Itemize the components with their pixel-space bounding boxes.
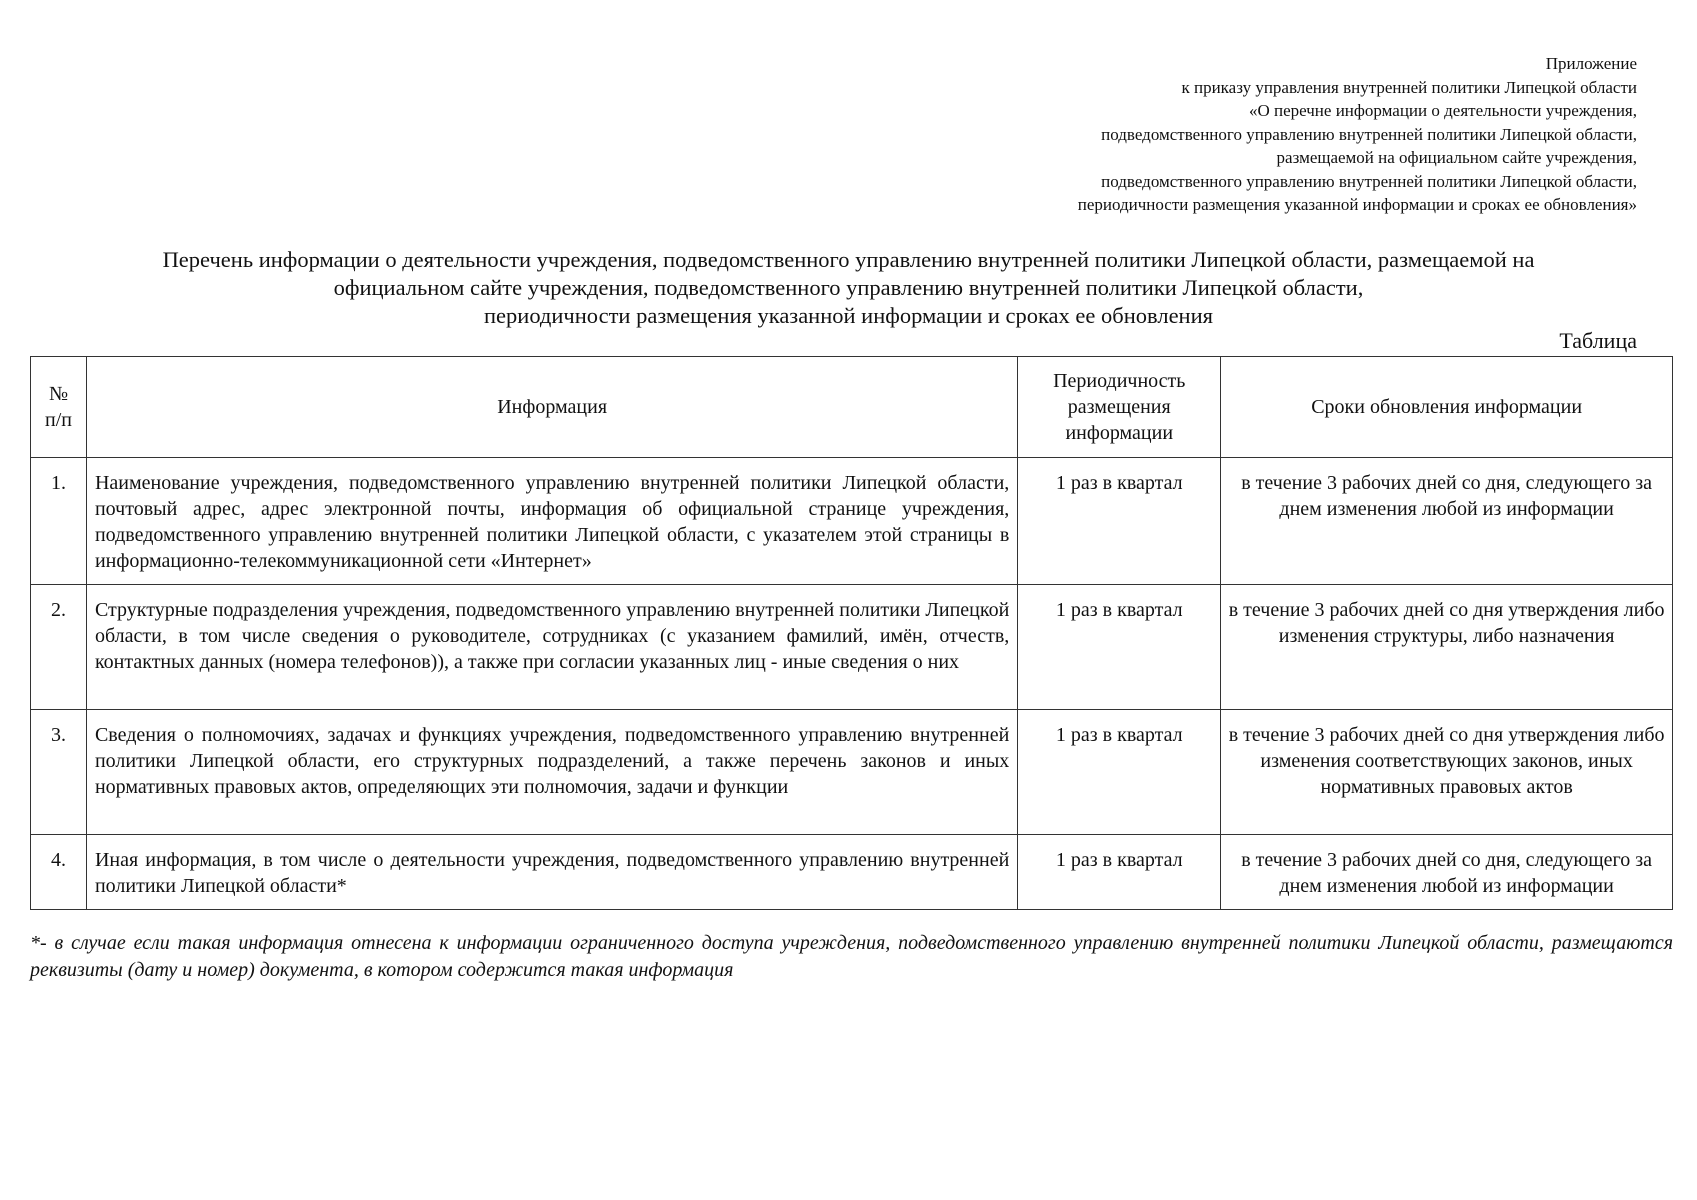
cell-info: Иная информация, в том числе о деятельности учреждения, подведомственного управлению внутренней политики Липецкой области*: [86, 835, 1017, 910]
cell-period: 1 раз в квартал: [1018, 835, 1221, 910]
title-line: официальном сайте учреждения, подведомственного управлению внутренней политики Липецкой области,: [333, 275, 1364, 300]
cell-num: 2.: [31, 585, 87, 710]
document-title: [28, 246, 1669, 330]
table-row: [31, 458, 1673, 585]
cell-deadline: в течение 3 рабочих дней со дня утверждения либо изменения соответствующих законов, иных нормативных правовых актов: [1221, 710, 1673, 835]
header-info: Информация: [86, 357, 1017, 458]
header-period: Периодичность размещения информации: [1018, 357, 1221, 458]
appendix-line: Приложение: [1545, 54, 1637, 73]
header-deadline: Сроки обновления информации: [1221, 357, 1673, 458]
appendix-line: периодичности размещения указанной информации и сроках ее обновления»: [1077, 195, 1637, 214]
cell-num: 4.: [31, 835, 87, 910]
cell-info: Наименование учреждения, подведомственного управлению внутренней политики Липецкой области, почтовый адрес, адрес электронной почты, информация об официальной странице учреждения, подведомственного управлению внутренней политики Липецкой области, с указателем этой страницы в информационно-телекоммуникационной сети «Интернет»: [86, 458, 1017, 585]
cell-info: Структурные подразделения учреждения, подведомственного управлению внутренней политики Липецкой области, в том числе сведения о руководителе, сотрудниках (с указанием фамилий, имён, отчеств, контактных данных (номера телефонов)), а также при согласии указанных лиц - иные сведения о них: [86, 585, 1017, 710]
cell-deadline: в течение 3 рабочих дней со дня утверждения либо изменения структуры, либо назначения: [1221, 585, 1673, 710]
cell-period: 1 раз в квартал: [1018, 710, 1221, 835]
header-num: № п/п: [31, 357, 87, 458]
table-header-row: [31, 357, 1673, 458]
table-caption: Таблица: [1559, 328, 1637, 353]
cell-info: Сведения о полномочиях, задачах и функциях учреждения, подведомственного управлению внутренней политики Липецкой области, его структурных подразделений, а также перечень законов и иных нормативных правовых актов, определяющих эти полномочия, задачи и функции: [86, 710, 1017, 835]
cell-deadline: в течение 3 рабочих дней со дня, следующего за днем изменения любой из информации: [1221, 458, 1673, 585]
appendix-line: размещаемой на официальном сайте учреждения,: [1276, 148, 1637, 167]
table-row: [31, 585, 1673, 710]
cell-num: 3.: [31, 710, 87, 835]
cell-period: 1 раз в квартал: [1018, 458, 1221, 585]
table-row: [31, 710, 1673, 835]
info-table: [30, 356, 1673, 910]
cell-num: 1.: [31, 458, 87, 585]
appendix-line: к приказу управления внутренней политики Липецкой области: [1181, 77, 1637, 97]
cell-period: 1 раз в квартал: [1018, 585, 1221, 710]
footnote: *- в случае если такая информация отнесена к информации ограниченного доступа учреждения, подведомственного управлению внутренней политики Липецкой области, размещаются реквизиты (дату и номер) документа, в котором содержится такая информация: [30, 932, 1673, 981]
appendix-line: подведомственного управлению внутренней политики Липецкой области,: [1101, 171, 1637, 191]
title-line: периодичности размещения указанной информации и сроках ее обновления: [484, 303, 1213, 328]
appendix-line: «О перечне информации о деятельности учреждения,: [1248, 101, 1637, 120]
appendix-line: подведомственного управлению внутренней политики Липецкой области,: [1101, 124, 1637, 144]
appendix-header: [1078, 52, 1637, 217]
cell-deadline: в течение 3 рабочих дней со дня, следующего за днем изменения любой из информации: [1221, 835, 1673, 910]
table-row: [31, 835, 1673, 910]
title-line: Перечень информации о деятельности учреждения, подведомственного управлению внутренней политики Липецкой области, размещаемой на: [162, 247, 1535, 272]
